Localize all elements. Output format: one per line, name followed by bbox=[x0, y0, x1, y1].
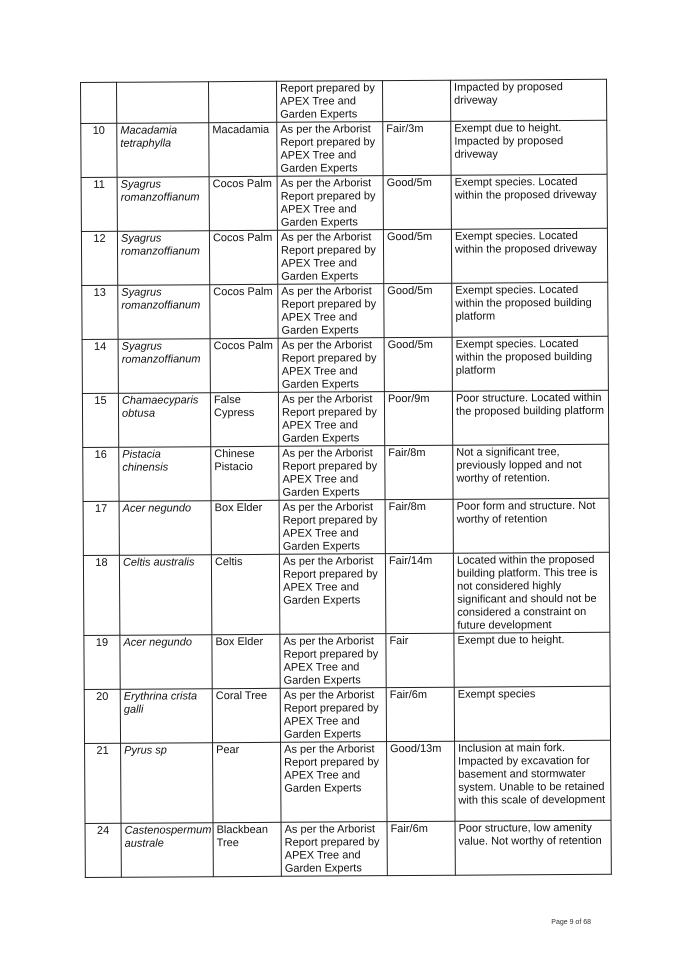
table-row bbox=[84, 632, 610, 689]
botanical-name-cell: Syagrus romanzoffianum bbox=[117, 231, 209, 286]
table-row bbox=[85, 740, 611, 823]
tree-number-cell: 14 bbox=[82, 339, 118, 393]
comment-cell: Exempt species. Located within the proposed building platform bbox=[452, 336, 608, 391]
source-cell: Report prepared by APEX Tree and Garden Experts bbox=[276, 81, 382, 123]
botanical-name-cell: Erythrina crista galli bbox=[120, 689, 212, 744]
comment-cell: Located within the proposed building platform. This tree is not considered highly significant and should not be considered a constraint on future development bbox=[453, 552, 609, 633]
comment-cell: Exempt species. Located within the proposed driveway bbox=[451, 174, 607, 229]
table-row bbox=[83, 552, 609, 635]
common-name-cell: Coral Tree bbox=[212, 688, 280, 742]
botanical-name-cell: Pistacia chinensis bbox=[119, 447, 211, 502]
comment-cell: Exempt due to height. bbox=[454, 632, 610, 687]
table-row bbox=[83, 498, 609, 555]
comment-cell: Exempt species. Located within the proposed building platform bbox=[452, 282, 608, 337]
comment-cell: Poor structure. Located within the proposed building platform bbox=[452, 390, 608, 445]
common-name-cell: Celtis bbox=[211, 554, 279, 634]
condition-height-cell: Fair/6m bbox=[387, 821, 455, 875]
condition-height-cell: Good/5m bbox=[384, 337, 452, 391]
comment-cell: Poor structure, low amenity value. Not worthy of retention bbox=[455, 820, 611, 875]
common-name-cell: False Cypress bbox=[210, 392, 278, 446]
common-name-cell: Chinese Pistacio bbox=[211, 446, 279, 500]
common-name-cell: Blackbean Tree bbox=[213, 822, 281, 876]
common-name-cell: Cocos Palm bbox=[209, 230, 277, 284]
source-cell: As per the Arborist Report prepared by APEX Tree and Garden Experts bbox=[281, 822, 387, 877]
condition-height-cell: Fair/8m bbox=[385, 445, 453, 499]
tree-number-cell bbox=[81, 82, 117, 123]
botanical-name-cell: Acer negundo bbox=[120, 635, 212, 690]
condition-height-cell: Fair bbox=[386, 633, 454, 687]
comment-cell: Poor form and structure. Not worthy of retention bbox=[453, 498, 609, 553]
source-cell: As per the Arborist Report prepared by APEX Tree and Garden Experts bbox=[277, 122, 383, 177]
tree-number-cell: 16 bbox=[83, 447, 119, 501]
comment-cell: Impacted by proposed driveway bbox=[450, 79, 606, 121]
table-row bbox=[82, 282, 608, 339]
common-name-cell: Box Elder bbox=[211, 500, 279, 554]
comment-cell: Exempt species bbox=[454, 686, 610, 741]
common-name-cell: Cocos Palm bbox=[210, 338, 278, 392]
source-cell: As per the Arborist Report prepared by APEX Tree and Garden Experts bbox=[277, 230, 383, 285]
condition-height-cell: Fair/6m bbox=[386, 687, 454, 741]
source-cell: As per the Arborist Report prepared by APEX Tree and Garden Experts bbox=[277, 176, 383, 231]
condition-height-cell bbox=[382, 80, 450, 121]
source-cell: As per the Arborist Report prepared by APEX Tree and Garden Experts bbox=[280, 688, 386, 743]
botanical-name-cell bbox=[117, 82, 209, 124]
condition-height-cell: Fair/3m bbox=[383, 121, 451, 175]
common-name-cell: Cocos Palm bbox=[210, 284, 278, 338]
source-cell: As per the Arborist Report prepared by APEX Tree and Garden Experts bbox=[280, 634, 386, 689]
botanical-name-cell: Pyrus sp bbox=[121, 743, 213, 824]
table-row bbox=[82, 336, 608, 393]
condition-height-cell: Good/5m bbox=[383, 175, 451, 229]
botanical-name-cell: Macadamia tetraphylla bbox=[117, 123, 209, 178]
table-row bbox=[81, 79, 607, 123]
tree-schedule-table bbox=[80, 79, 612, 878]
table-row bbox=[84, 686, 610, 743]
condition-height-cell: Fair/14m bbox=[385, 553, 453, 633]
page-number: Page 9 of 68 bbox=[551, 919, 591, 926]
tree-number-cell: 10 bbox=[81, 123, 117, 177]
source-cell: As per the Arborist Report prepared by APEX Tree and Garden Experts bbox=[278, 284, 384, 339]
botanical-name-cell: Syagrus romanzoffianum bbox=[118, 285, 210, 340]
common-name-cell: Box Elder bbox=[212, 634, 280, 688]
condition-height-cell: Fair/8m bbox=[385, 499, 453, 553]
source-cell: As per the Arborist Report prepared by APEX Tree and Garden Experts bbox=[278, 392, 384, 447]
tree-number-cell: 17 bbox=[83, 501, 119, 555]
table-row bbox=[81, 174, 607, 231]
condition-height-cell: Good/13m bbox=[387, 741, 455, 821]
table-row bbox=[82, 390, 608, 447]
comment-cell: Not a significant tree, previously lopped and not worthy of retention. bbox=[453, 444, 609, 499]
common-name-cell: Pear bbox=[213, 742, 281, 822]
tree-number-cell: 11 bbox=[81, 177, 117, 231]
condition-height-cell: Poor/9m bbox=[384, 391, 452, 445]
tree-number-cell: 21 bbox=[85, 743, 121, 823]
tree-rows bbox=[81, 79, 612, 877]
table-row bbox=[85, 820, 611, 877]
botanical-name-cell: Syagrus romanzoffianum bbox=[117, 177, 209, 232]
comment-cell: Exempt species. Located within the proposed driveway bbox=[451, 228, 607, 283]
condition-height-cell: Good/5m bbox=[384, 283, 452, 337]
tree-number-cell: 19 bbox=[84, 635, 120, 689]
tree-number-cell: 12 bbox=[81, 231, 117, 285]
tree-number-cell: 24 bbox=[85, 823, 121, 877]
source-cell: As per the Arborist Report prepared by APEX Tree and Garden Experts bbox=[279, 554, 385, 635]
comment-cell: Exempt due to height. Impacted by proposed driveway bbox=[451, 120, 607, 175]
table-row bbox=[83, 444, 609, 501]
table-row bbox=[81, 120, 607, 177]
condition-height-cell: Good/5m bbox=[383, 229, 451, 283]
comment-cell: Inclusion at main fork. Impacted by excavation for basement and stormwater system. Unable to be retained with this scale of development bbox=[455, 740, 611, 821]
source-cell: As per the Arborist Report prepared by APEX Tree and Garden Experts bbox=[278, 338, 384, 393]
botanical-name-cell: Acer negundo bbox=[119, 501, 211, 556]
common-name-cell: Macadamia bbox=[209, 122, 277, 176]
tree-number-cell: 15 bbox=[82, 393, 118, 447]
tree-number-cell: 20 bbox=[84, 689, 120, 743]
botanical-name-cell: Castenospermum australe bbox=[121, 823, 213, 878]
source-cell: As per the Arborist Report prepared by APEX Tree and Garden Experts bbox=[279, 446, 385, 501]
botanical-name-cell: Chamaecyparis obtusa bbox=[118, 393, 210, 448]
common-name-cell bbox=[209, 81, 277, 122]
tree-number-cell: 18 bbox=[83, 555, 119, 635]
botanical-name-cell: Celtis australis bbox=[119, 555, 211, 636]
source-cell: As per the Arborist Report prepared by APEX Tree and Garden Experts bbox=[279, 500, 385, 555]
source-cell: As per the Arborist Report prepared by APEX Tree and Garden Experts bbox=[281, 742, 387, 823]
botanical-name-cell: Syagrus romanzoffianum bbox=[118, 339, 210, 394]
tree-number-cell: 13 bbox=[82, 285, 118, 339]
table-row bbox=[81, 228, 607, 285]
common-name-cell: Cocos Palm bbox=[209, 176, 277, 230]
